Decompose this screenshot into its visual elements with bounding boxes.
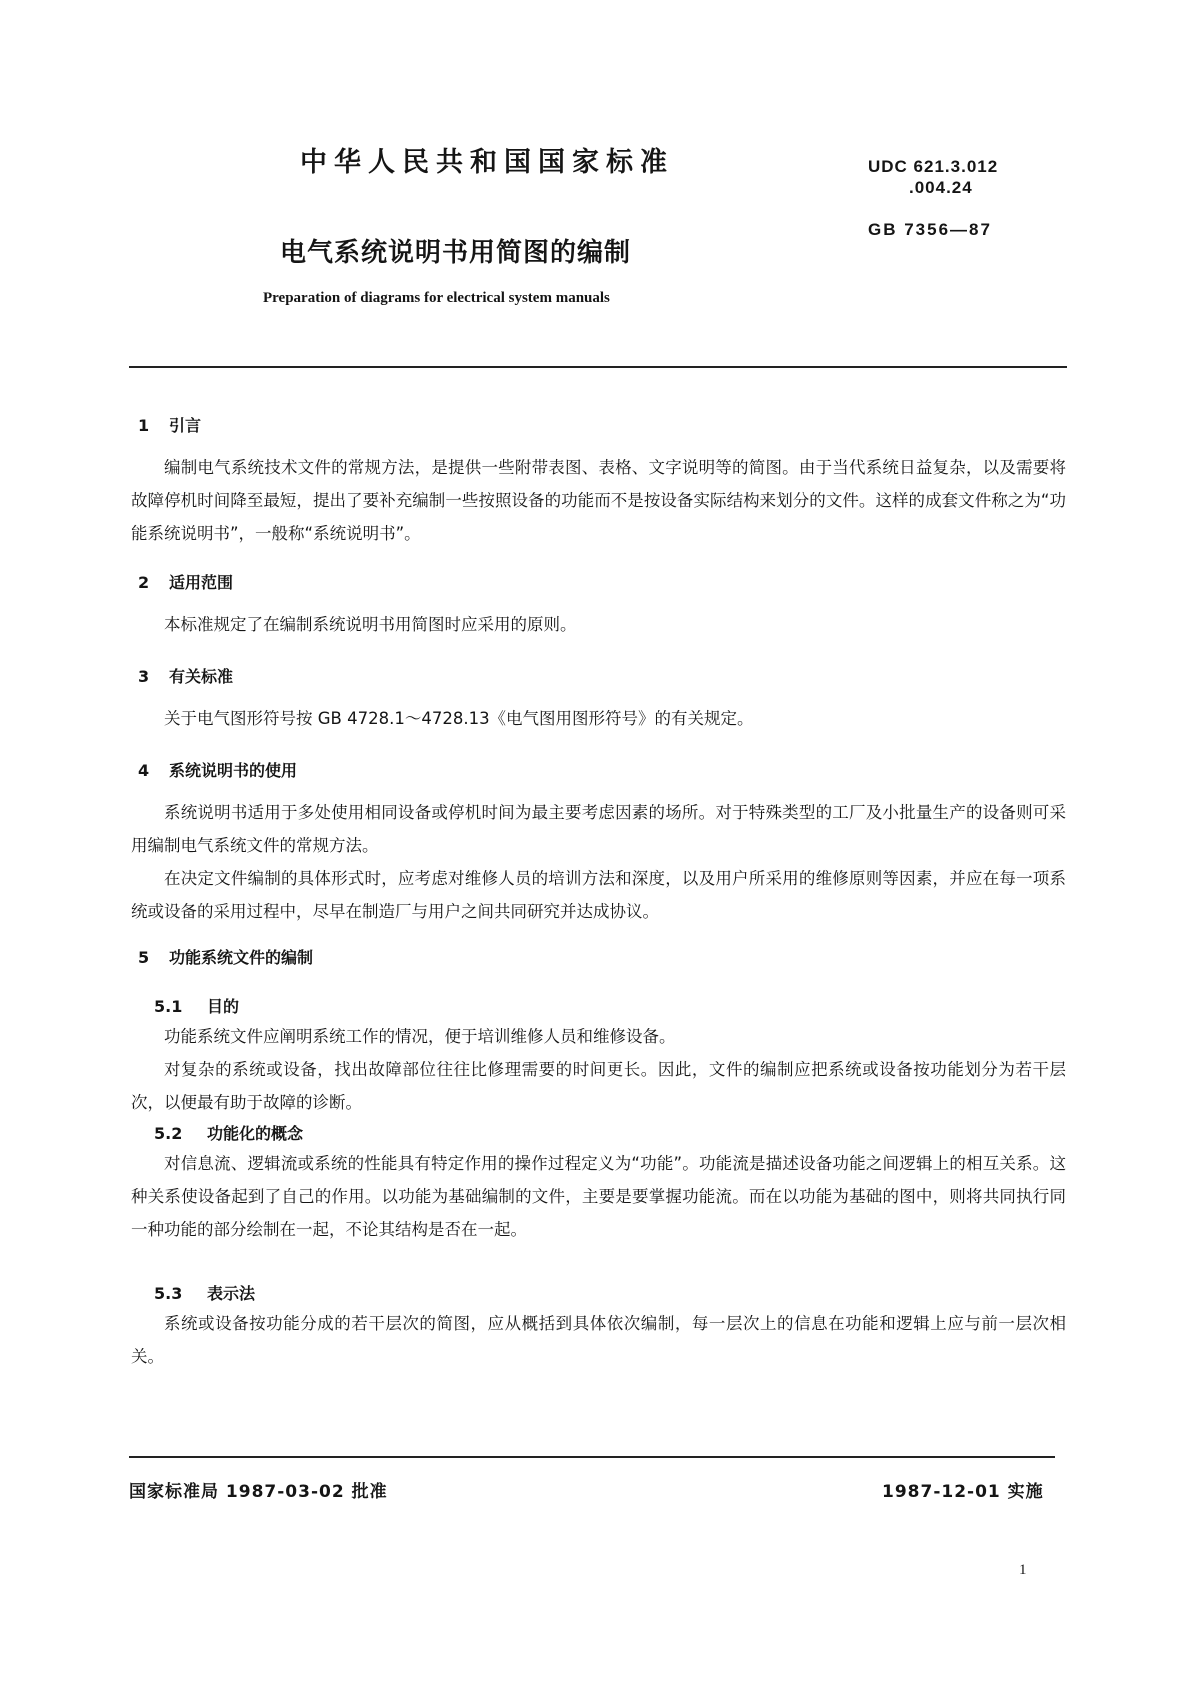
section-title: 有关标准 (169, 667, 234, 686)
section-number: 1 (138, 416, 150, 435)
gb-number: GB 7356—87 (868, 220, 992, 239)
section-paragraph: 对复杂的系统或设备，找出故障部位往往比修理需要的时间更长。因此，文件的编制应把系统或设备按功能划分为若干层次，以便最有助于故障的诊断。 (131, 1060, 1066, 1112)
section-title: 引言 (169, 416, 202, 435)
subsection-title: 表示法 (207, 1284, 256, 1303)
section-paragraph: 系统或设备按功能分成的若干层次的简图，应从概括到具体依次编制，每一层次上的信息在功能和逻辑上应与前一层次相关。 (131, 1314, 1066, 1366)
subsection-heading (154, 1121, 303, 1144)
subsection-number: 5.1 (154, 997, 183, 1016)
section-heading (138, 570, 233, 593)
section-number: 4 (138, 761, 150, 780)
subsection-number: 5.2 (154, 1124, 183, 1143)
section-paragraph: 功能系统文件应阐明系统工作的情况，便于培训维修人员和维修设备。 (164, 1027, 676, 1046)
section-paragraph: 编制电气系统技术文件的常规方法，是提供一些附带表图、表格、文字说明等的简图。由于当代系统日益复杂，以及需要将故障停机时间降至最短，提出了要补充编制一些按照设备的功能而不是按设备实际结构来划分的文件。这样的成套文件称之为“功能系统说明书”，一般称“系统说明书”。 (131, 458, 1066, 543)
document-title: 电气系统说明书用简图的编制 (280, 238, 632, 268)
section-paragraph: 本标准规定了在编制系统说明书用简图时应采用的原则。 (164, 615, 577, 634)
section-paragraph: 在决定文件编制的具体形式时，应考虑对维修人员的培训方法和深度，以及用户所采用的维修原则等因素，并应在每一项系统或设备的采用过程中，尽早在制造厂与用户之间共同研究并达成协议。 (131, 869, 1066, 921)
section-heading (138, 413, 201, 436)
subsection-title: 目的 (207, 997, 240, 1016)
standard-type: 中华人民共和国国家标准 (300, 147, 674, 178)
section-title: 功能系统文件的编制 (169, 948, 314, 967)
udc-code-continued: .004.24 (909, 178, 973, 197)
subsection-heading (154, 994, 239, 1017)
section-number: 5 (138, 948, 150, 967)
section-title: 适用范围 (169, 573, 234, 592)
section-title: 系统说明书的使用 (169, 761, 298, 780)
section-number: 3 (138, 667, 150, 686)
section-paragraph: 关于电气图形符号按 GB 4728.1～4728.13《电气图用图形符号》的有关规定。 (164, 709, 754, 728)
header-divider (129, 366, 1067, 368)
section-paragraph: 系统说明书适用于多处使用相同设备或停机时间为最主要考虑因素的场所。对于特殊类型的工厂及小批量生产的设备则可采用编制电气系统文件的常规方法。 (131, 803, 1066, 855)
subsection-title: 功能化的概念 (207, 1124, 304, 1143)
subsection-number: 5.3 (154, 1284, 183, 1303)
section-heading (138, 758, 297, 781)
udc-code: UDC 621.3.012 (868, 157, 999, 176)
effective-date: 1987-12-01 实施 (882, 1482, 1044, 1502)
section-number: 2 (138, 573, 150, 592)
section-heading (138, 664, 233, 687)
footer-divider (129, 1456, 1055, 1458)
section-heading (138, 945, 313, 968)
section-paragraph: 对信息流、逻辑流或系统的性能具有特定作用的操作过程定义为“功能”。功能流是描述设备功能之间逻辑上的相互关系。这种关系使设备起到了自己的作用。以功能为基础编制的文件，主要是要掌握功能流。而在以功能为基础的图中，则将共同执行同一种功能的部分绘制在一起，不论其结构是否在一起。 (131, 1154, 1066, 1239)
page-number: 1 (1019, 1562, 1027, 1578)
subsection-heading (154, 1281, 255, 1304)
approval-date: 国家标准局 1987-03-02 批准 (129, 1482, 388, 1502)
document-title-english: Preparation of diagrams for electrical system manuals (263, 290, 610, 306)
